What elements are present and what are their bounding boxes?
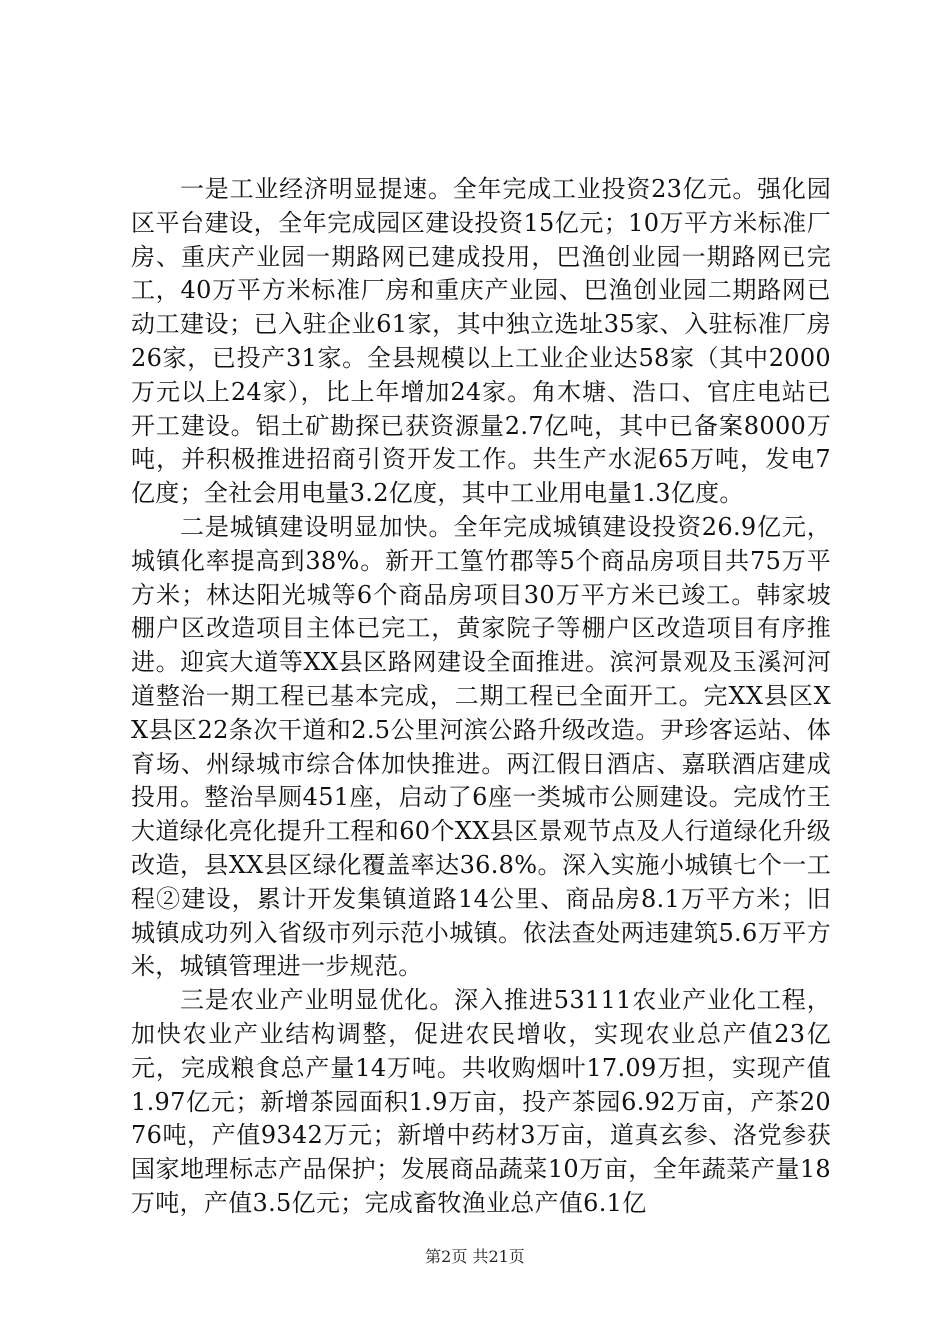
page-footer: 第2页 共21页 <box>425 1247 525 1266</box>
paragraph-urban: 二是城镇建设明显加快。全年完成城镇建设投资26.9亿元，城镇化率提高到38%。新开工篁竹郡等5个商品房项目共75万平方米；林达阳光城等6个商品房项目30万平方米已竣工。韩家坡棚户区改造项目主体已完工，黄家院子等棚户区改造项目有序推进。迎宾大道等XX县区路网建设全面推进。滨河景观及玉溪河河道整治一期工程已基本完成，二期工程已全面开工。完XX县区XX县区22条次干道和2.5公里河滨公路升级改造。尹珍客运站、体育场、州绿城市综合体加快推进。两江假日酒店、嘉联酒店建成投用。整治旱厕451座，启动了6座一类城市公厕建设。完成竹王大道绿化亮化提升工程和60个XX县区景观节点及人行道绿化升级改造，县XX县区绿化覆盖率达36.8%。深入实施小城镇七个一工程②建设，累计开发集镇道路14公里、商品房8.1万平方米；旧城镇成功列入省级市列示范小城镇。依法查处两违建筑5.6万平方米，城镇管理进一步规范。 <box>131 512 831 981</box>
paragraph-agriculture: 三是农业产业明显优化。深入推进53111农业产业化工程，加快农业产业结构调整，促进农民增收，实现农业总产值23亿元，完成粮食总产量14万吨。共收购烟叶17.09万担，实现产值1.97亿元；新增茶园面积1.9万亩，投产茶园6.92万亩，产茶2076吨，产值9342万元；新增中药材3万亩，道真玄参、洛党参获国家地理标志产品保护；发展商品蔬菜10万亩，全年蔬菜产量18万吨，产值3.5亿元；完成畜牧渔业总产值6.1亿 <box>131 986 831 1217</box>
document-body <box>131 173 831 1221</box>
paragraph-industry: 一是工业经济明显提速。全年完成工业投资23亿元。强化园区平台建设，全年完成园区建设投资15亿元；10万平方米标准厂房、重庆产业园一期路网已建成投用，巴渔创业园一期路网已完工，40万平方米标准厂房和重庆产业园、巴渔创业园二期路网已动工建设；已入驻企业61家，其中独立选址35家、入驻标准厂房26家，已投产31家。全县规模以上工业企业达58家（其中2000万元以上24家），比上年增加24家。角木塘、浩口、官庄电站已开工建设。铝土矿勘探已获资源量2.7亿吨，其中已备案8000万吨，并积极推进招商引资开发工作。共生产水泥65万吨，发电7亿度；全社会用电量3.2亿度，其中工业用电量1.3亿度。 <box>131 175 831 508</box>
